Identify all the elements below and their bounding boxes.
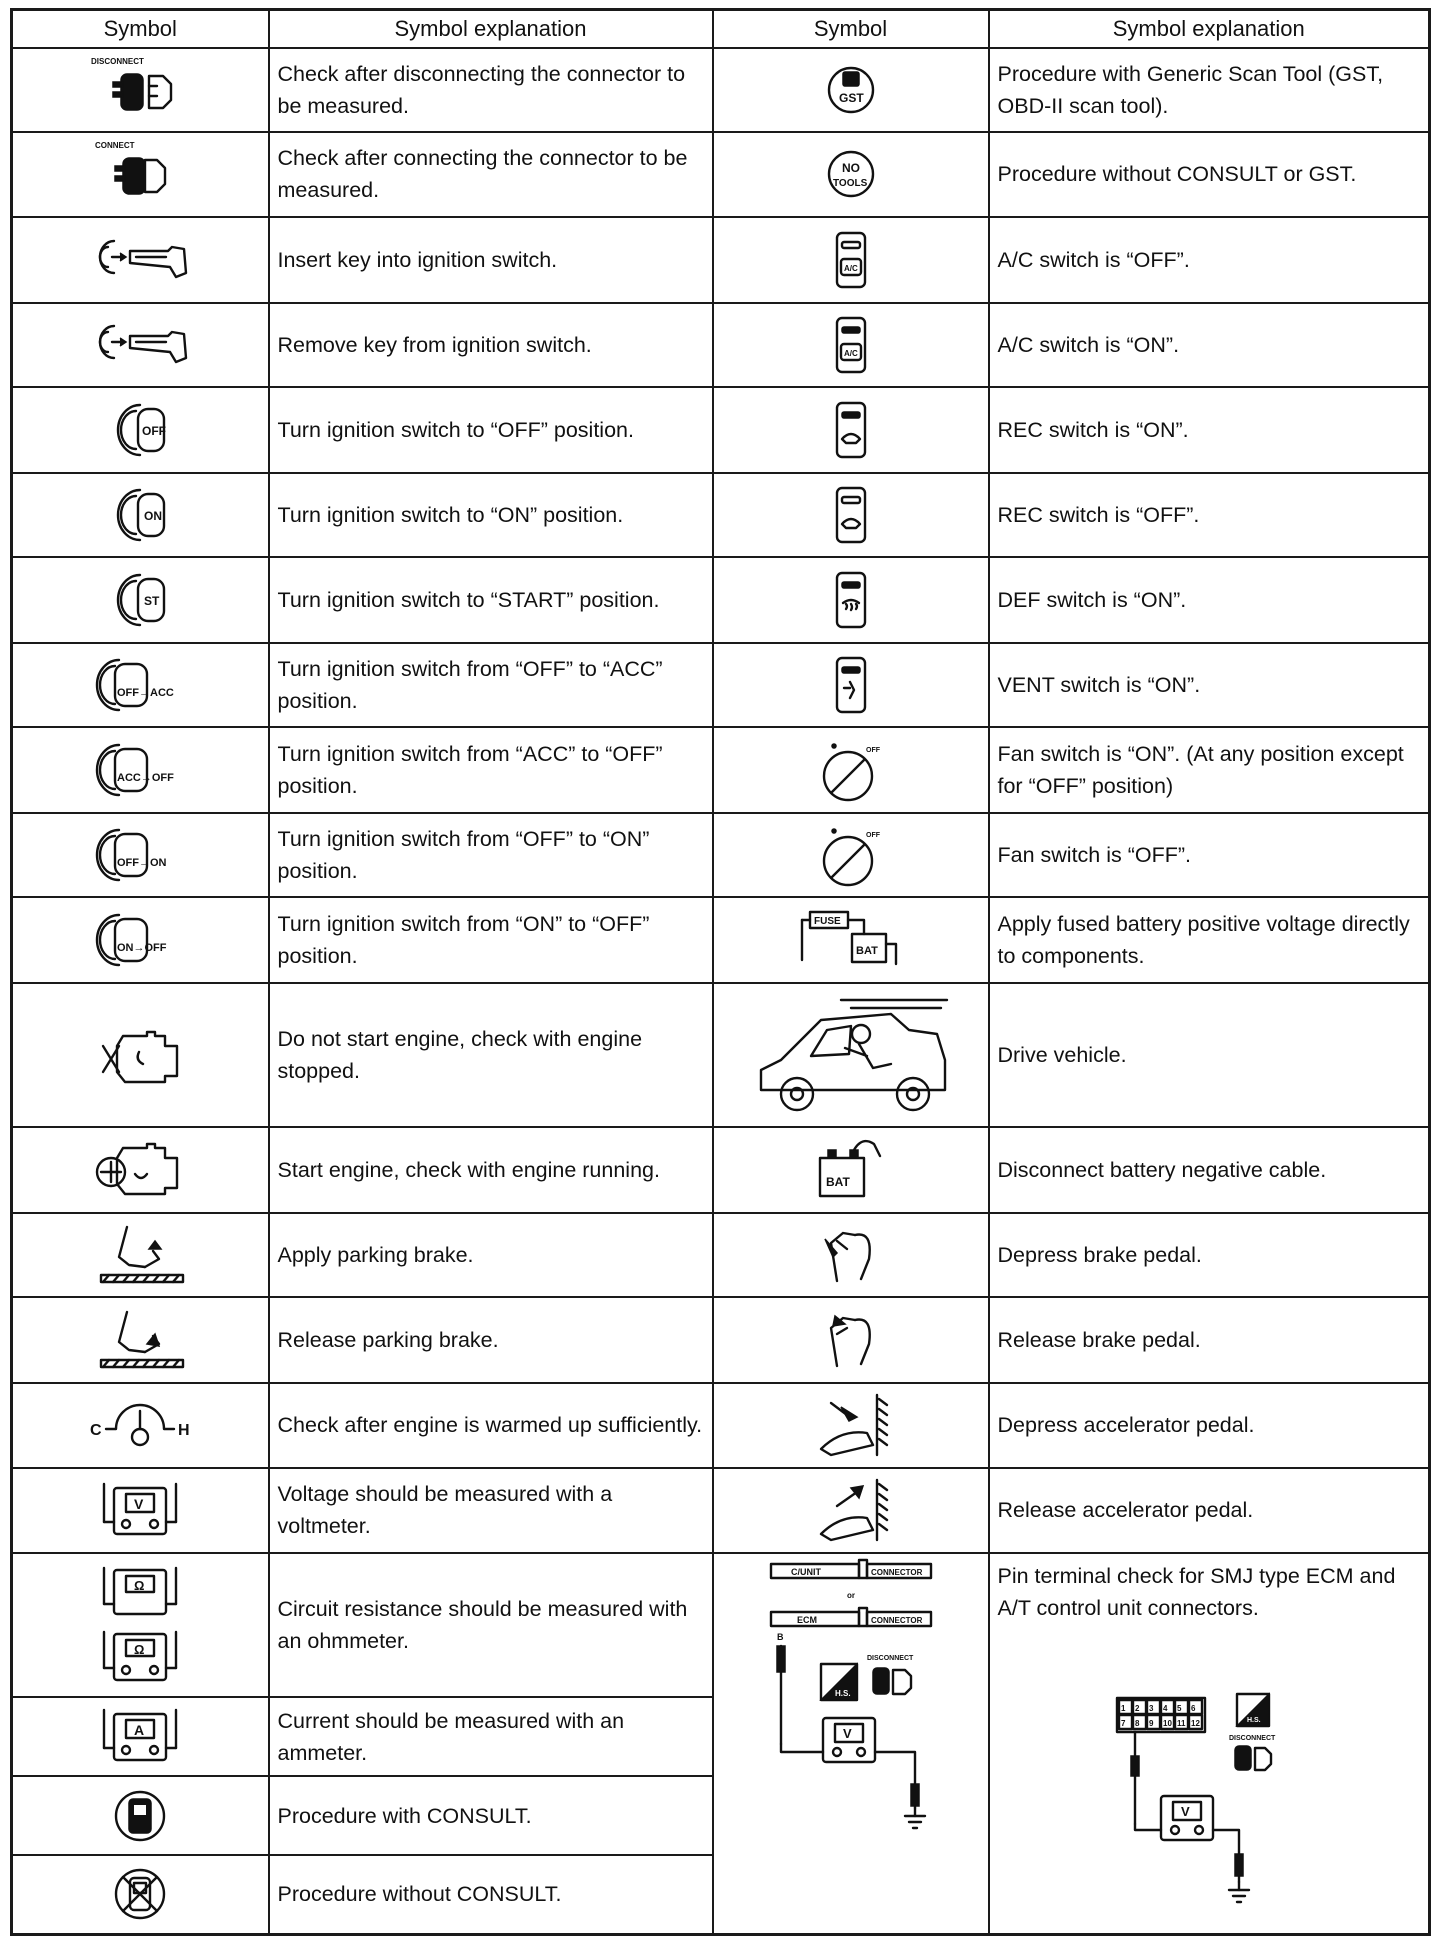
symbol-explanation: Procedure without CONSULT.	[269, 1855, 713, 1935]
table-row	[12, 387, 1430, 473]
rec-switch-off-icon	[826, 482, 876, 548]
drive-vehicle-icon	[741, 990, 961, 1120]
voltmeter-icon	[90, 1474, 190, 1546]
depress-brake-pedal-icon	[811, 1219, 891, 1291]
symbol-cell	[12, 48, 269, 132]
ignition-off-to-acc-icon	[85, 650, 195, 720]
svg-text:GST: GST	[838, 90, 864, 105]
symbol-cell	[713, 387, 989, 473]
symbol-explanation: Insert key into ignition switch.	[269, 217, 713, 303]
symbol-cell	[12, 983, 269, 1128]
symbol-table	[10, 8, 1431, 1936]
symbol-cell	[12, 303, 269, 388]
symbol-cell	[12, 217, 269, 303]
symbol-cell	[12, 727, 269, 813]
symbol-cell	[713, 983, 989, 1128]
release-brake-pedal-icon	[811, 1304, 891, 1376]
symbol-cell	[12, 1297, 269, 1383]
symbol-explanation: Depress brake pedal.	[989, 1213, 1430, 1298]
symbol-cell	[12, 1855, 269, 1935]
table-row	[12, 1468, 1430, 1554]
symbol-explanation: Fan switch is “OFF”.	[989, 813, 1430, 898]
ignition-on-icon	[100, 480, 180, 550]
release-accelerator-icon	[801, 1474, 901, 1546]
svg-text:A/C: A/C	[843, 263, 858, 273]
fan-switch-on-icon	[806, 732, 896, 808]
symbol-cell	[713, 473, 989, 558]
symbol-explanation: REC switch is “OFF”.	[989, 473, 1430, 558]
symbol-cell	[713, 727, 989, 813]
table-row	[12, 557, 1430, 643]
svg-text:DISCONNECT: DISCONNECT	[1228, 1735, 1276, 1743]
svg-text:CONNECTOR: CONNECTOR	[870, 1568, 922, 1578]
svg-text:ST: ST	[144, 593, 160, 608]
symbol-explanation: Check after connecting the connector to be measured.	[269, 132, 713, 218]
symbol-explanation: Turn ignition switch to “OFF” position.	[269, 387, 713, 473]
no-consult-icon	[105, 1861, 175, 1927]
svg-text:ACC→OFF: ACC→OFF	[117, 771, 175, 784]
svg-text:H: H	[178, 1422, 190, 1440]
insert-key-icon	[80, 227, 200, 293]
svg-text:Ω: Ω	[134, 1577, 145, 1593]
ohmmeter-icon	[90, 1560, 190, 1690]
symbol-cell	[713, 1297, 989, 1383]
connect-connector-icon	[85, 138, 195, 210]
svg-text:BAT: BAT	[855, 944, 878, 957]
ignition-off-to-on-icon	[85, 820, 195, 890]
pin-number: 3	[1148, 1704, 1154, 1714]
symbol-cell	[713, 217, 989, 303]
table-row	[12, 643, 1430, 728]
svg-text:ON→OFF: ON→OFF	[117, 941, 167, 954]
symbol-cell	[12, 1468, 269, 1554]
engine-stopped-icon	[85, 1010, 195, 1100]
pin-number: 8	[1134, 1719, 1140, 1729]
svg-text:C/UNIT: C/UNIT	[790, 1567, 821, 1578]
ignition-acc-to-off-icon	[85, 735, 195, 805]
symbol-explanation: Turn ignition switch from “ACC” to “OFF” position.	[269, 727, 713, 813]
ac-switch-off-icon	[826, 227, 876, 293]
pin-number: 5	[1176, 1704, 1182, 1714]
ignition-on-to-off-icon	[85, 905, 195, 975]
header-symbol-left: Symbol	[12, 10, 269, 49]
symbol-explanation: DEF switch is “ON”.	[989, 557, 1430, 643]
fan-switch-off-icon	[806, 817, 896, 893]
symbol-cell	[12, 1776, 269, 1854]
symbol-explanation: Remove key from ignition switch.	[269, 303, 713, 388]
symbol-explanation: Turn ignition switch from “OFF” to “ACC” position.	[269, 643, 713, 728]
symbol-cell	[713, 1468, 989, 1554]
symbol-explanation: Procedure with Generic Scan Tool (GST, OBD-II scan tool).	[989, 48, 1430, 132]
ignition-start-icon	[100, 565, 180, 635]
symbol-cell	[12, 643, 269, 728]
svg-text:DISCONNECT: DISCONNECT	[91, 56, 145, 66]
gst-icon	[816, 55, 886, 125]
disconnect-connector-icon	[85, 54, 195, 126]
symbol-explanation: A/C switch is “ON”.	[989, 303, 1430, 388]
symbol-cell	[12, 1127, 269, 1213]
symbol-cell	[12, 387, 269, 473]
symbol-explanation: Circuit resistance should be measured with an ohmmeter.	[269, 1553, 713, 1697]
svg-text:DISCONNECT: DISCONNECT	[866, 1655, 913, 1663]
engine-warm-gauge-icon	[70, 1393, 210, 1457]
engine-running-icon	[85, 1132, 195, 1208]
table-header-row	[12, 10, 1430, 49]
svg-text:V: V	[134, 1496, 144, 1513]
symbol-cell	[713, 557, 989, 643]
symbol-explanation: Start engine, check with engine running.	[269, 1127, 713, 1213]
table-row	[12, 813, 1430, 898]
symbol-cell	[12, 1553, 269, 1697]
release-parking-brake-icon	[85, 1304, 195, 1376]
symbol-explanation: Fan switch is “ON”. (At any position except for “OFF” position)	[989, 727, 1430, 813]
symbol-cell	[713, 303, 989, 388]
symbol-explanation: Turn ignition switch to “ON” position.	[269, 473, 713, 558]
svg-text:TOOLS: TOOLS	[832, 178, 867, 190]
svg-text:BAT: BAT	[825, 1175, 850, 1190]
symbol-explanation: Current should be measured with an ammeter.	[269, 1697, 713, 1776]
table-row	[12, 983, 1430, 1128]
svg-text:NO: NO	[841, 161, 860, 176]
symbol-cell	[12, 473, 269, 558]
pin-number: 7	[1120, 1719, 1126, 1729]
symbol-cell	[12, 1697, 269, 1776]
fused-battery-icon	[786, 904, 916, 976]
svg-text:CONNECTOR: CONNECTOR	[870, 1616, 922, 1626]
table-row	[12, 303, 1430, 388]
symbol-cell	[12, 813, 269, 898]
header-symbol-right: Symbol	[713, 10, 989, 49]
vent-switch-on-icon	[826, 652, 876, 718]
table-row	[12, 1127, 1430, 1213]
symbol-explanation: Procedure with CONSULT.	[269, 1776, 713, 1854]
table-row	[12, 217, 1430, 303]
header-explanation-right: Symbol explanation	[989, 10, 1430, 49]
symbol-explanation: VENT switch is “ON”.	[989, 643, 1430, 728]
svg-text:H.S.: H.S.	[834, 1689, 851, 1699]
def-switch-on-icon	[826, 567, 876, 633]
symbol-cell	[12, 132, 269, 218]
symbol-explanation: Pin terminal check for SMJ type ECM and A/T control unit connectors.	[997, 1564, 1396, 1621]
svg-text:OFF: OFF	[142, 423, 167, 438]
table-row	[12, 1213, 1430, 1298]
symbol-cell	[713, 1383, 989, 1468]
symbol-explanation: Release parking brake.	[269, 1297, 713, 1383]
svg-text:V: V	[842, 1726, 852, 1742]
pin-number: 4	[1162, 1704, 1168, 1714]
ammeter-icon	[90, 1702, 190, 1772]
pin-number: 1	[1120, 1704, 1126, 1714]
symbol-cell	[713, 897, 989, 983]
table-row	[12, 132, 1430, 218]
symbol-cell	[713, 1127, 989, 1213]
svg-text:OFF→ACC: OFF→ACC	[117, 686, 175, 699]
pin-number: 10	[1162, 1719, 1172, 1729]
pin-number: 9	[1148, 1719, 1154, 1729]
pin-number: 11	[1176, 1719, 1186, 1729]
symbol-cell	[12, 557, 269, 643]
symbol-explanation: Turn ignition switch from “OFF” to “ON” position.	[269, 813, 713, 898]
svg-text:A: A	[134, 1721, 145, 1738]
symbol-cell	[713, 1553, 989, 1934]
svg-text:B: B	[776, 1632, 783, 1643]
header-explanation-left: Symbol explanation	[269, 10, 713, 49]
remove-key-icon	[80, 312, 200, 378]
symbol-cell	[713, 1213, 989, 1298]
svg-text:ON: ON	[144, 508, 163, 523]
symbol-explanation: Turn ignition switch to “START” position.	[269, 557, 713, 643]
pin-number: 12	[1190, 1719, 1200, 1729]
pin-number: 2	[1134, 1704, 1140, 1714]
svg-text:C: C	[90, 1422, 102, 1440]
table-row	[12, 897, 1430, 983]
table-row	[12, 1297, 1430, 1383]
symbol-explanation: Release brake pedal.	[989, 1297, 1430, 1383]
table-row	[12, 1553, 1430, 1697]
symbol-explanation: Turn ignition switch from “ON” to “OFF” position.	[269, 897, 713, 983]
symbol-cell	[12, 897, 269, 983]
pin-grid	[1119, 1700, 1202, 1729]
symbol-explanation: Check after engine is warmed up sufficiently.	[269, 1383, 713, 1468]
table-row	[12, 48, 1430, 132]
symbol-explanation: Do not start engine, check with engine stopped.	[269, 983, 713, 1128]
svg-text:Ω: Ω	[134, 1641, 145, 1657]
svg-text:CONNECT: CONNECT	[95, 141, 135, 151]
pin-terminal-check-icon	[751, 1554, 951, 1854]
symbol-explanation: Apply parking brake.	[269, 1213, 713, 1298]
svg-text:OFF: OFF	[865, 746, 880, 754]
table-row	[12, 727, 1430, 813]
svg-text:FUSE: FUSE	[813, 915, 841, 927]
svg-text:OFF→ON: OFF→ON	[117, 856, 167, 869]
svg-text:V: V	[1180, 1804, 1190, 1820]
symbol-explanation: A/C switch is “OFF”.	[989, 217, 1430, 303]
symbol-explanation: Voltage should be measured with a voltmeter.	[269, 1468, 713, 1554]
disconnect-battery-icon	[806, 1134, 896, 1206]
depress-accelerator-icon	[801, 1389, 901, 1461]
symbol-cell	[713, 132, 989, 218]
symbol-cell	[713, 813, 989, 898]
table-row	[12, 1383, 1430, 1468]
ignition-off-icon	[100, 395, 180, 465]
svg-text:or: or	[846, 1591, 855, 1601]
svg-text:OFF: OFF	[865, 831, 880, 839]
rec-switch-on-icon	[826, 397, 876, 463]
symbol-cell	[12, 1383, 269, 1468]
symbol-explanation: Depress accelerator pedal.	[989, 1383, 1430, 1468]
symbol-cell	[713, 643, 989, 728]
symbol-explanation: Check after disconnecting the connector to be measured.	[269, 48, 713, 132]
svg-text:H.S.: H.S.	[1246, 1717, 1261, 1725]
pin-number: 6	[1190, 1704, 1196, 1714]
symbol-explanation: REC switch is “ON”.	[989, 387, 1430, 473]
symbol-cell	[713, 48, 989, 132]
symbol-explanation: Disconnect battery negative cable.	[989, 1127, 1430, 1213]
ac-switch-on-icon	[826, 312, 876, 378]
pin-terminal-diagram-icon	[1089, 1684, 1329, 1914]
pin-terminal-check-cell	[989, 1553, 1430, 1934]
symbol-explanation: Procedure without CONSULT or GST.	[989, 132, 1430, 218]
symbol-cell	[12, 1213, 269, 1298]
apply-parking-brake-icon	[85, 1219, 195, 1291]
symbol-explanation: Drive vehicle.	[989, 983, 1430, 1128]
table-row	[12, 473, 1430, 558]
consult-icon	[105, 1783, 175, 1849]
svg-text:ECM: ECM	[796, 1615, 817, 1626]
svg-text:A/C: A/C	[843, 348, 858, 358]
symbol-explanation: Release accelerator pedal.	[989, 1468, 1430, 1554]
no-tools-icon	[816, 139, 886, 209]
symbol-explanation: Apply fused battery positive voltage directly to components.	[989, 897, 1430, 983]
